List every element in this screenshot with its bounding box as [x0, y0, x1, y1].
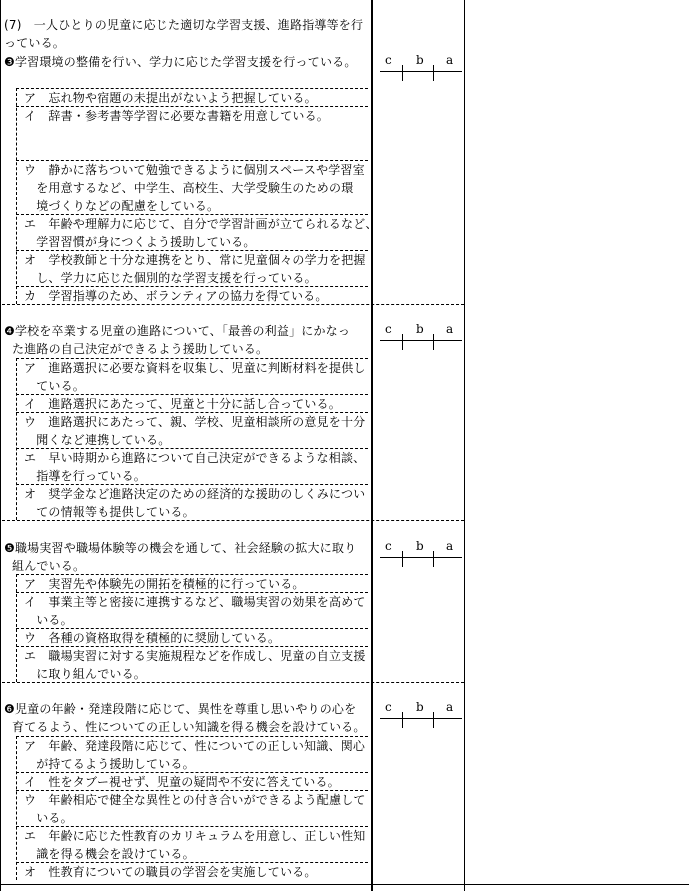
list-item: イ 事業主等と密接に連携するなど、職場実習の効果を高めて: [24, 595, 366, 609]
rating-scale-block-3: [380, 53, 462, 83]
block-3-title: ❸学習環境の整備を行い、学力に応じた学習支援を行っている。: [4, 55, 357, 69]
rating-a: a: [446, 53, 454, 67]
block-divider: [2, 520, 464, 521]
list-item: イ 性をタブー視せず、児童の疑問や不安に答えている。: [24, 775, 340, 789]
middle-column-rule: [464, 0, 465, 891]
rating-c: c: [385, 539, 392, 553]
block-divider: [2, 682, 464, 683]
list-item-cont: を用意するなど、中学生、高校生、大学受験生のための環: [24, 181, 354, 195]
list-item-cont: し、学力に応じた個別的な学習支援を行っている。: [24, 271, 317, 285]
rating-a: a: [446, 539, 454, 553]
list-item: イ 進路選択にあたって、児童と十分に話し合っている。: [24, 397, 341, 411]
rating-scale-block-4: [380, 322, 462, 352]
list-item-cont: いる。: [24, 811, 73, 825]
list-item: イ 辞書・参考書等学習に必要な書籍を用意している。: [24, 109, 330, 123]
rating-scale-block-5: [380, 539, 462, 569]
list-item: ア 忘れ物や宿題の未提出がないよう把握している。: [24, 91, 317, 105]
list-item: カ 学習指導のため、ボランティアの協力を得ている。: [24, 289, 328, 303]
list-item-cont: が持てるよう援助している。: [24, 757, 195, 771]
rating-b: b: [416, 539, 424, 553]
list-item: ア 進路選択に必要な資料を収集し、児童に判断材料を提供し: [24, 361, 366, 375]
list-item-cont: 聞くなど連携している。: [24, 433, 171, 447]
rating-b: b: [416, 322, 424, 336]
block-5-title: ❺職場実習や職場体験等の機会を通して、社会経験の拡大に取り: [4, 541, 357, 555]
rating-c: c: [385, 700, 392, 714]
block-4-title: ❹学校を卒業する児童の進路について、「最善の利益」にかなっ: [4, 324, 351, 338]
list-item-cont: 境づくりなどの配慮をしている。: [24, 199, 220, 213]
list-item: ウ 各種の資格取得を積極的に奨励している。: [24, 631, 281, 645]
list-item: ウ 静かに落ちついて勉強できるように個別スペースや学習室: [24, 163, 365, 177]
list-item-cont: 指導を行っている。: [24, 469, 147, 483]
list-item: オ 性教育についての職員の学習会を実施している。: [24, 865, 317, 879]
rating-b: b: [416, 53, 424, 67]
list-item: エ 早い時期から進路について自己決定ができるような相談、: [24, 451, 366, 465]
block-4-title-cont: た進路の自己決定ができるよう援助している。: [12, 342, 269, 356]
list-item: オ 奨学金など進路決定のための経済的な援助のしくみについ: [24, 487, 366, 501]
list-item: ウ 進路選択にあたって、親、学校、児童相談所の意見を十分: [24, 415, 366, 429]
table-bottom-rule: [0, 884, 689, 885]
rating-b: b: [416, 700, 424, 714]
rating-c: c: [385, 322, 392, 336]
section-heading-line1: (7) 一人ひとりの児童に応じた適切な学習支援、進路指導等を行: [4, 18, 364, 32]
list-item: エ 年齢に応じた性教育のカリキュラムを用意し、正しい性知: [24, 829, 366, 843]
block-6-title: ❻児童の年齢・発達段階に応じて、異性を尊重し思いやりの心を: [4, 702, 357, 716]
block-6-title-cont: 育てるよう、性についての正しい知識を得る機会を設けている。: [12, 720, 366, 734]
left-column-rule: [371, 0, 373, 891]
block-divider: [2, 304, 464, 305]
page-left-rule: [0, 0, 1, 891]
rating-a: a: [446, 322, 454, 336]
list-item: エ 職場実習に対する実施規程などを作成し、児童の自立支援: [24, 649, 366, 663]
list-item-cont: 学習習慣が身につくよう援助している。: [24, 235, 256, 249]
list-item: ウ 年齢相応で健全な異性との付き合いができるよう配慮して: [24, 793, 366, 807]
list-item: オ 学校教師と十分な連携をとり、常に児童個々の学力を把握: [24, 253, 366, 267]
block-5-title-cont: 組んでいる。: [12, 559, 86, 573]
list-item-cont: ての情報等も提供している。: [24, 505, 195, 519]
list-item: ア 実習先や体験先の開拓を積極的に行っている。: [24, 577, 305, 591]
rating-scale-block-6: [380, 700, 462, 730]
list-item-cont: いる。: [24, 613, 73, 627]
list-item-cont: ている。: [24, 379, 86, 393]
list-item: ア 年齢、発達段階に応じて、性についての正しい知識、関心: [24, 739, 366, 753]
rating-c: c: [385, 53, 392, 67]
rating-a: a: [446, 700, 454, 714]
section-heading-line2: っている。: [4, 36, 66, 50]
list-item-cont: に取り組んでいる。: [24, 667, 147, 681]
list-item-cont: 識を得る機会を設けている。: [24, 847, 195, 861]
list-item: エ 年齢や理解力に応じて、自分で学習計画が立てられるなど、: [24, 217, 378, 231]
